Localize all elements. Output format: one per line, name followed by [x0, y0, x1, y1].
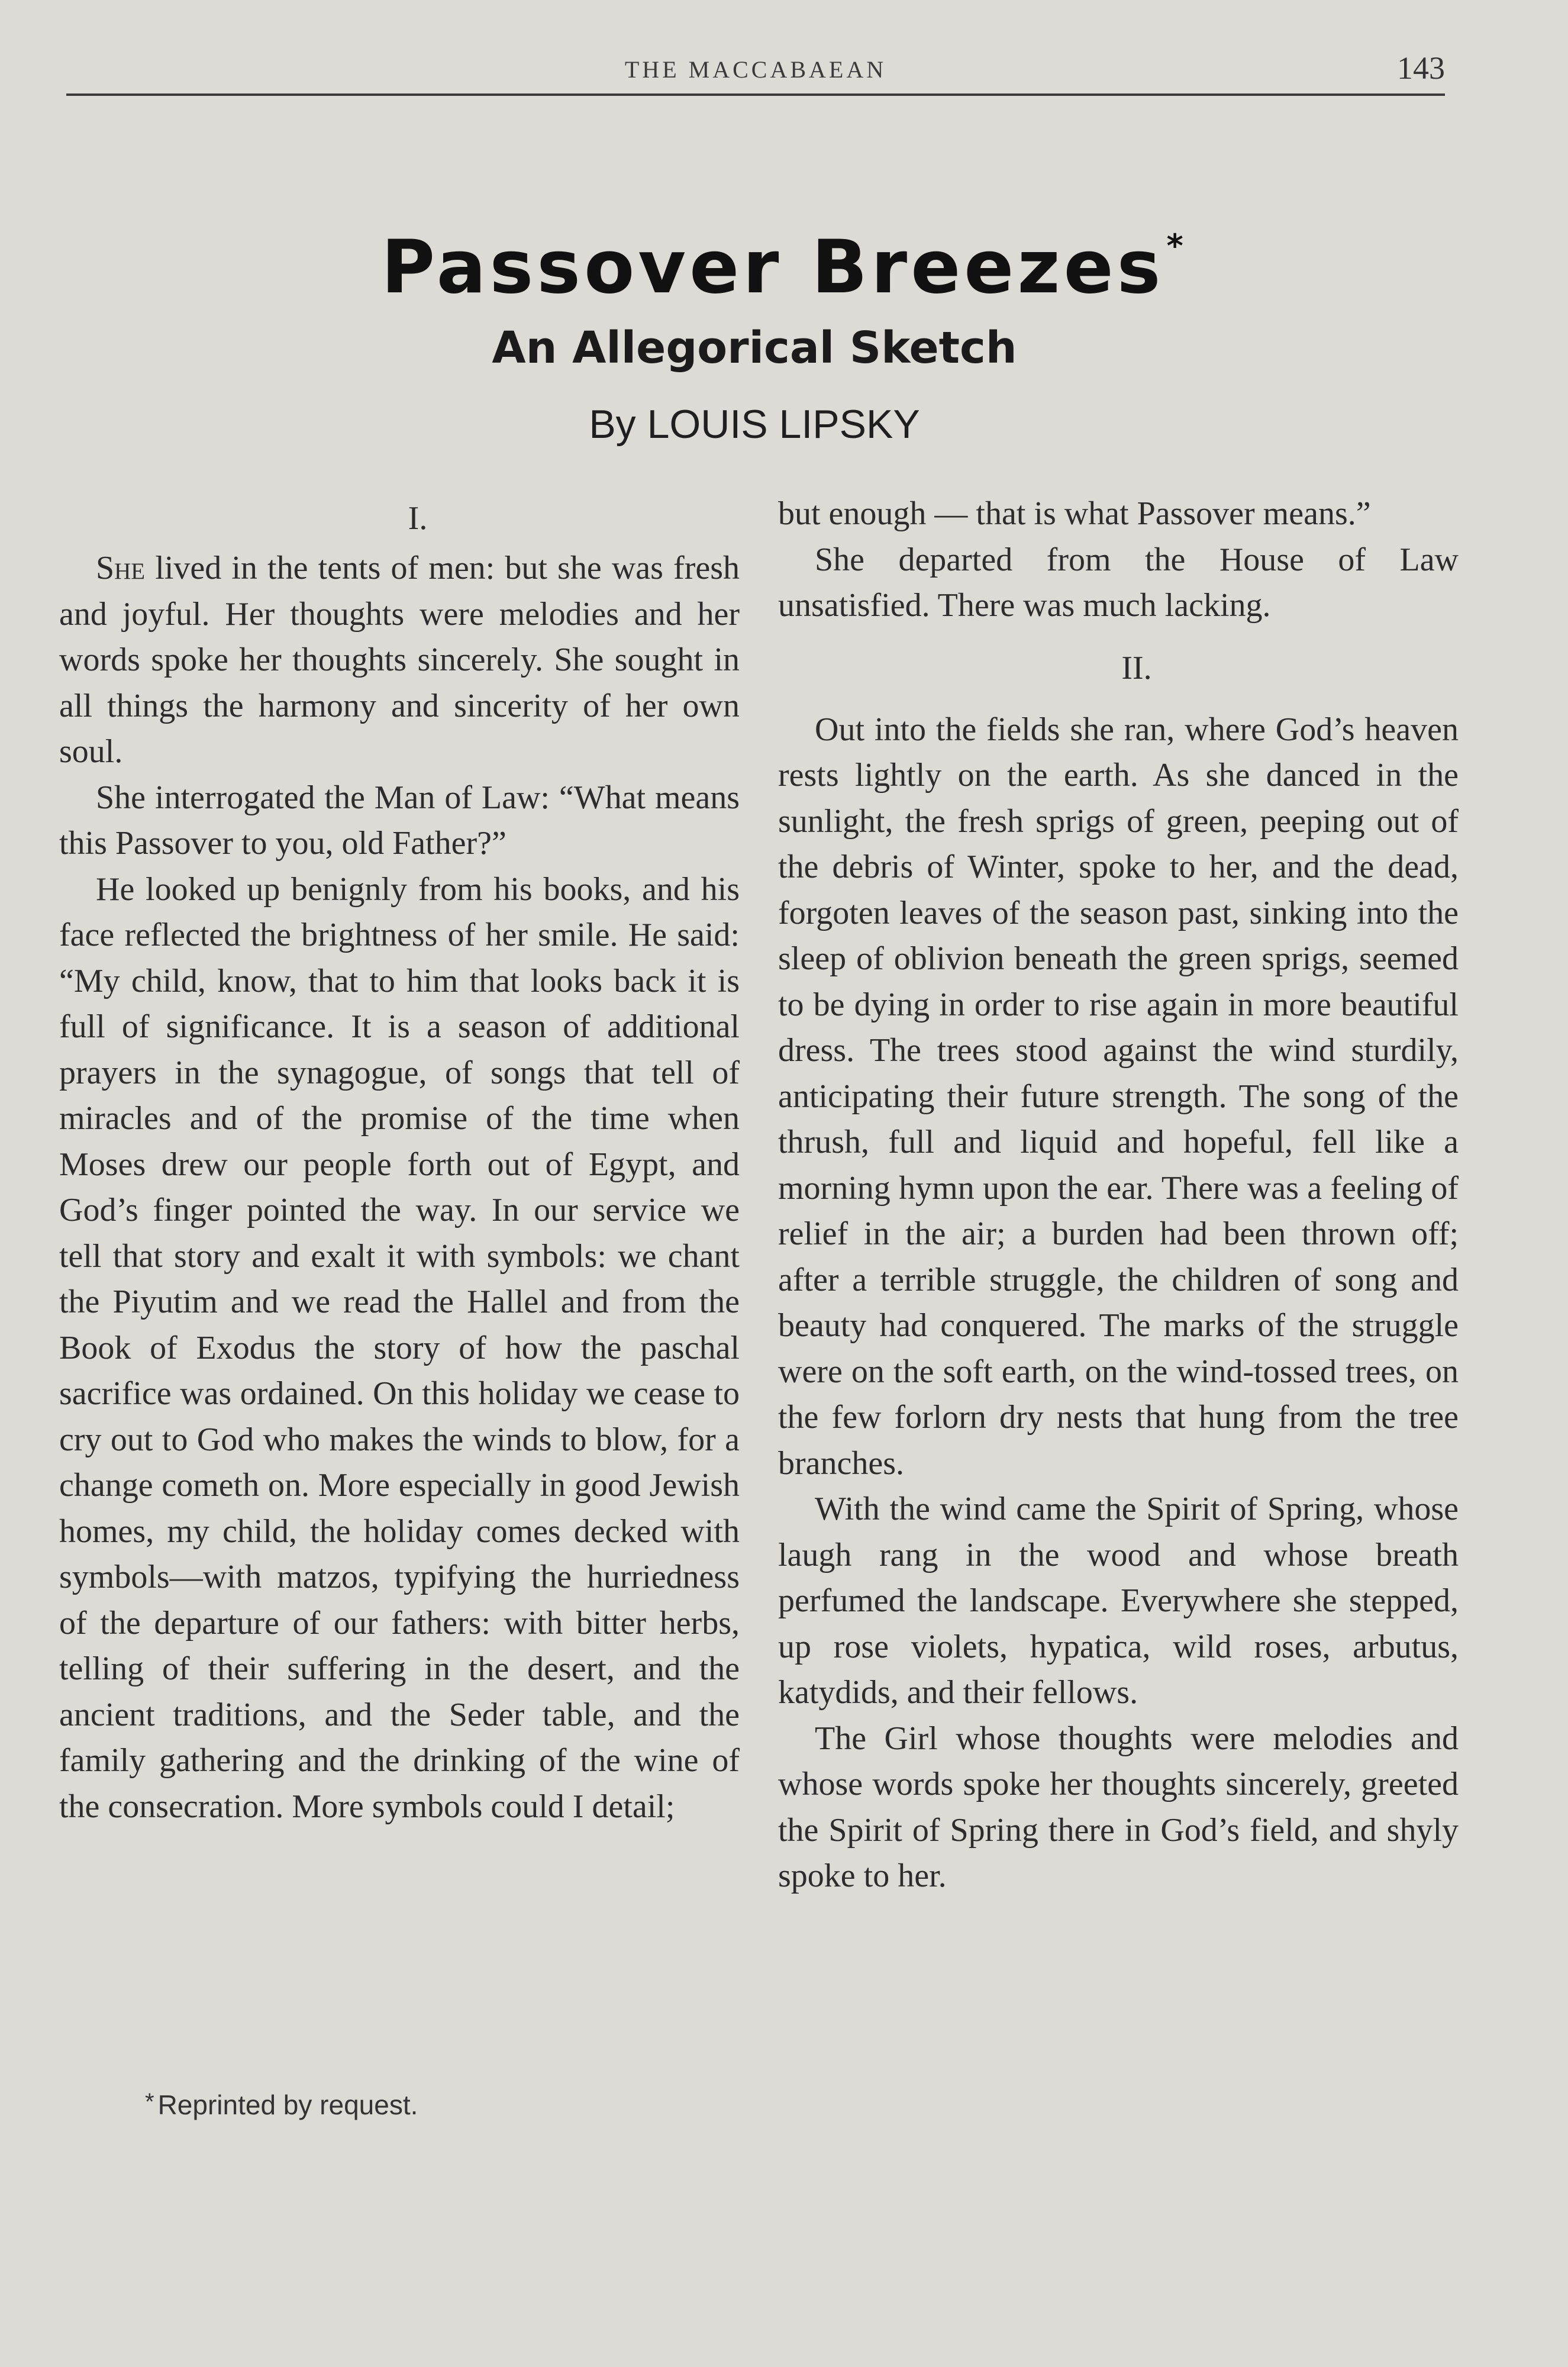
title-footnote-mark: * [1166, 227, 1187, 265]
article-title-text: Passover Breezes [381, 225, 1164, 310]
footnote-text: Reprinted by request. [157, 2089, 418, 2120]
footnote-mark: * [145, 2089, 154, 2115]
running-head [66, 52, 1445, 96]
paragraph-lead: She [96, 550, 146, 586]
paragraph-text: lived in the tents of men: but she was fresh and joyful. Her thoughts were melodies and her words spoke her thoughts sincerely. She sought in all things the harmony and sincerity of her own soul. [59, 550, 740, 770]
paragraph: but enough — that is what Passover means.” [778, 495, 1371, 532]
paragraph: She interrogated the Man of Law: “What means this Passover to you, old Father?” [59, 779, 740, 862]
article-subtitle: An Allegorical Sketch [492, 323, 1017, 373]
section-number-1: I. [408, 500, 428, 537]
page-number: 143 [1397, 50, 1445, 86]
right-column [778, 491, 1459, 1900]
paragraph: He looked up benignly from his books, and his face reflected the brightness of her smile. He said: “My child, know, that to him that looks back it is full of significance. It is a season of additional prayers in the synagogue, of songs that tell of miracles and of the promise of the time when Moses drew our people forth out of Egypt, and God’s finger pointed the way. In our service we tell that story and exalt it with symbols: we chant the Piyutim and we read the Hallel and from the Book of Exodus the story of how the paschal sacrifice was ordained. On this holiday we cease to cry out to God who makes the winds to blow, for a change cometh on. More especially in good Jewish homes, my child, the holiday comes decked with symbols—with matzos, typifying the hurriedness of the departure of our fathers: with bitter herbs, telling of their suffering in the desert, and the ancient traditions, and the Seder table, and the family gathering and the drinking of the wine of the consecration. More symbols could I detail; [59, 870, 740, 1825]
paragraph [59, 546, 740, 775]
journal-title: THE MACCABAEAN [624, 56, 887, 83]
left-column [59, 491, 740, 1830]
article-byline: By LOUIS LIPSKY [589, 402, 920, 447]
paragraph: Out into the fields she ran, where God’s heaven rests lightly on the earth. As she danced in the sunlight, the fresh sprigs of green, peeping out of the debris of Winter, spoke to her, and the dead, forgoten leaves of the season past, sinking into the sleep of oblivion beneath the green sprigs, seemed to be dying in order to rise again in more beautiful dress. The trees stood against the wind sturdily, anticipating their future strength. The song of the thrush, full and liquid and hopeful, fell like a morning hymn upon the ear. There was a feeling of relief in the air; a burden had been thrown off; after a terrible struggle, the children of song and beauty had conquered. The marks of the struggle were on the soft earth, on the wind-tossed trees, on the few forlorn dry nests that hung from the tree branches. [778, 711, 1459, 1482]
paragraph: With the wind came the Spirit of Spring, whose laugh rang in the wood and whose breath perfumed the landscape. Everywhere she stepped, up rose violets, hypatica, wild roses, arbutus, katydids, and their fellows. [778, 1491, 1459, 1711]
paragraph: She departed from the House of Law unsatisfied. There was much lacking. [778, 541, 1459, 624]
section-number-2: II. [1121, 649, 1152, 686]
footnote [145, 2089, 418, 2121]
article-title [0, 225, 1568, 310]
paragraph: The Girl whose thoughts were melodies and whose words spoke her thoughts sincerely, greeted the Spirit of Spring there in God’s field, and shyly spoke to her. [778, 1720, 1459, 1894]
